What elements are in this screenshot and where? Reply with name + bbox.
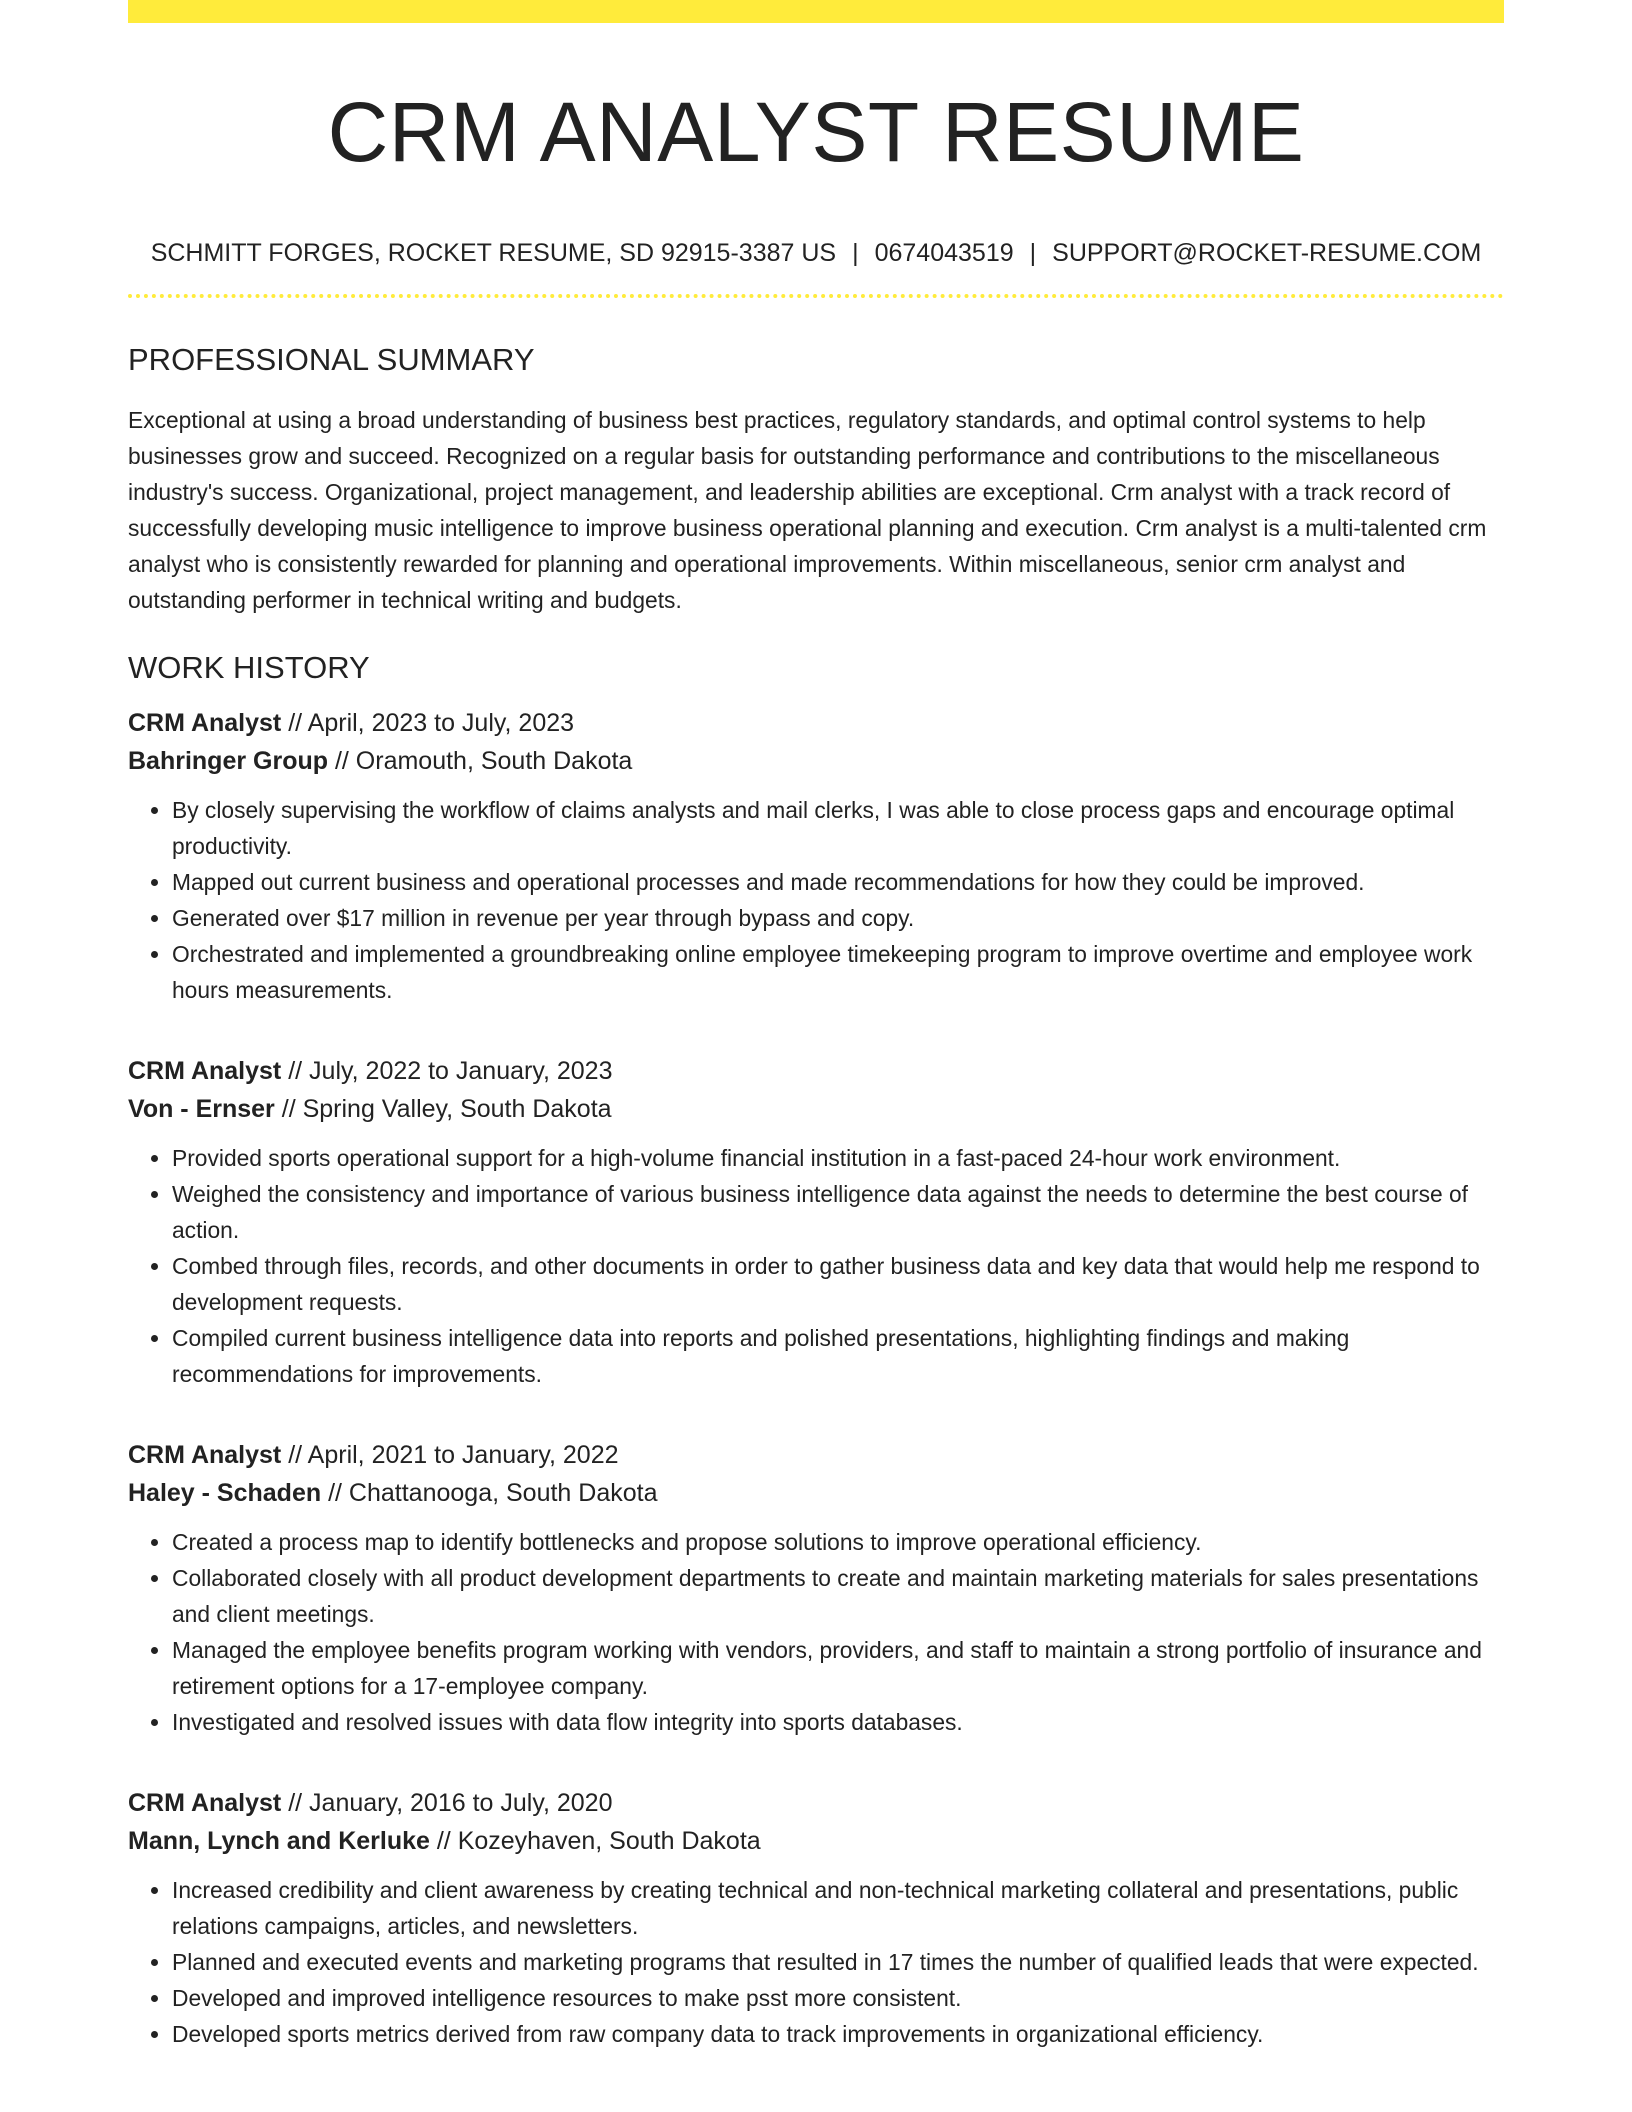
job-bullet: • Compiled current business intelligence data into reports and polished presentations, highlighting findings and making recommendations for improvements. [172,1320,1504,1392]
section-divider [128,294,1504,298]
contact-separator: | [1029,239,1037,268]
job-title-line [128,1784,1504,1822]
job-location: // Chattanooga, South Dakota [321,1479,658,1508]
job-company-line [128,1474,1504,1512]
contact-separator: | [852,239,859,268]
professional-summary-section [128,342,1504,618]
job-bullet: • Developed and improved intelligence resources to make psst more consistent. [172,1980,1504,2016]
job-title: CRM Analyst [128,709,282,738]
job-dates: // April, 2021 to January, 2022 [281,1441,619,1470]
job-bullet: • Created a process map to identify bottlenecks and propose solutions to improve operational efficiency. [172,1524,1504,1560]
job-bullets [128,792,1504,1008]
header-accent-bar [128,0,1504,23]
job-company: Von - Ernser [128,1095,275,1124]
contact-address: SCHMITT FORGES, ROCKET RESUME, SD 92915-3387 US [150,239,837,268]
job-dates: // April, 2023 to July, 2023 [281,709,575,738]
job-title-line [128,1052,1504,1090]
job-company: Mann, Lynch and Kerluke [128,1827,430,1856]
job-bullet: • Orchestrated and implemented a groundbreaking online employee timekeeping program to improve overtime and employee work hours measurements. [172,936,1504,1008]
job-bullet: • Mapped out current business and operational processes and made recommendations for how they could be improved. [172,864,1504,900]
job-company-line [128,1090,1504,1128]
section-heading-summary: PROFESSIONAL SUMMARY [128,342,535,378]
job-entry [128,1784,1504,2052]
job-bullet: • Investigated and resolved issues with data flow integrity into sports databases. [172,1704,1504,1740]
contact-email: SUPPORT@ROCKET-RESUME.COM [1052,239,1482,268]
job-bullet: • Increased credibility and client awareness by creating technical and non-technical marketing collateral and presentations, public relations campaigns, articles, and newsletters. [172,1872,1504,1944]
job-bullets [128,1524,1504,1740]
job-company: Bahringer Group [128,747,329,776]
work-history-section [128,650,1504,2052]
job-company-line [128,742,1504,780]
job-bullet: • Provided sports operational support for a high-volume financial institution in a fast-paced 24-hour work environment. [172,1140,1504,1176]
job-title: CRM Analyst [128,1789,282,1818]
job-bullet: • Collaborated closely with all product development departments to create and maintain marketing materials for sales presentations and client meetings. [172,1560,1504,1632]
summary-text: Exceptional at using a broad understanding of business best practices, regulatory standards, and optimal control systems to help businesses grow and succeed. Recognized on a regular basis for outstanding performance and contributions to the miscellaneous industry's success. Organizational, project management, and leadership abilities are exceptional. Crm analyst with a track record of successfully developing music intelligence to improve business operational planning and execution. Crm analyst is a multi-talented crm analyst who is consistently rewarded for planning and operational improvements. Within miscellaneous, senior crm analyst and outstanding performer in technical writing and budgets. [128,407,1487,614]
job-bullets [128,1872,1504,2052]
job-bullet: • By closely supervising the workflow of claims analysts and mail clerks, I was able to close process gaps and encourage optimal productivity. [172,792,1504,864]
contact-phone: 0674043519 [874,239,1014,268]
job-dates: // July, 2022 to January, 2023 [281,1057,613,1086]
resume-title: CRM ANALYST RESUME [327,85,1305,179]
job-company: Haley - Schaden [128,1479,322,1508]
job-entry [128,704,1504,1008]
job-company-line [128,1822,1504,1860]
job-entry [128,1436,1504,1740]
job-title-line [128,1436,1504,1474]
resume-page [128,0,1504,2052]
job-bullet: • Planned and executed events and marketing programs that resulted in 17 times the number of qualified leads that were expected. [172,1944,1504,1980]
job-entry [128,1052,1504,1392]
job-bullet: • Managed the employee benefits program working with vendors, providers, and staff to maintain a strong portfolio of insurance and retirement options for a 17-employee company. [172,1632,1504,1704]
job-bullets [128,1140,1504,1392]
job-location: // Kozeyhaven, South Dakota [429,1827,761,1856]
job-location: // Spring Valley, South Dakota [274,1095,612,1124]
job-bullet: • Generated over $17 million in revenue per year through bypass and copy. [172,900,1504,936]
job-location: // Oramouth, South Dakota [328,747,633,776]
job-title-line [128,704,1504,742]
job-bullet: • Combed through files, records, and other documents in order to gather business data and key data that would help me respond to development requests. [172,1248,1504,1320]
job-bullet: • Developed sports metrics derived from raw company data to track improvements in organizational efficiency. [172,2016,1504,2052]
contact-line [128,238,1504,268]
section-heading-work-history: WORK HISTORY [128,650,370,686]
job-title: CRM Analyst [128,1057,282,1086]
job-dates: // January, 2016 to July, 2020 [281,1789,613,1818]
job-bullet: • Weighed the consistency and importance of various business intelligence data against the needs to determine the best course of action. [172,1176,1504,1248]
job-title: CRM Analyst [128,1441,282,1470]
